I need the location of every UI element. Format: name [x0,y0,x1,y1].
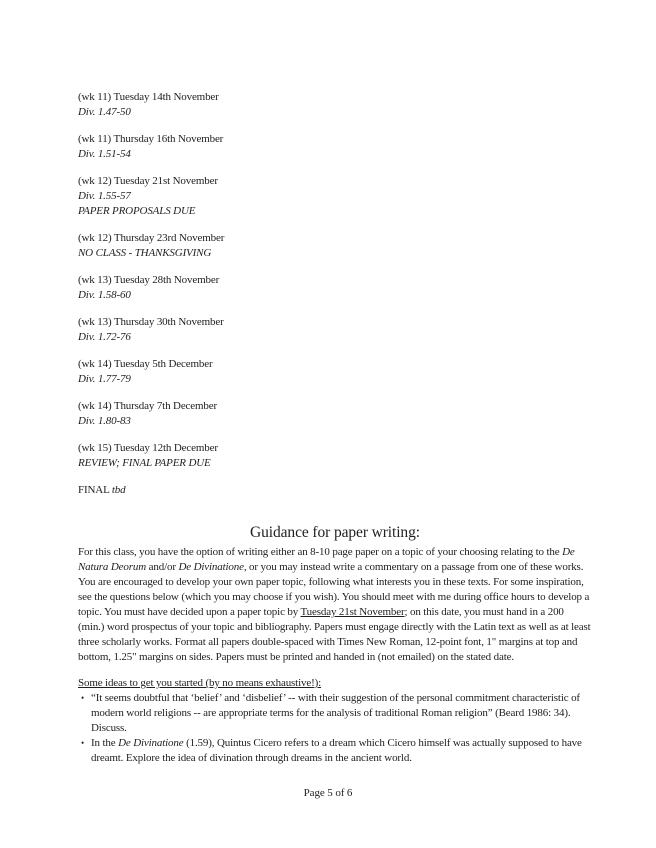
idea-text: “It seems doubtful that ‘belief’ and ‘disbelief’ -- with their suggestion of the personal commitment characteristic of modern world religions -- are appropriate terms for the analysis of traditional Roman religion” (Beard 1986: 34). Discuss. [91,692,580,734]
idea-item [81,691,592,736]
entry-detail: PAPER PROPOSALS DUE [78,205,196,217]
schedule-entry [78,273,592,303]
entry-date: (wk 11) Tuesday 14th November [78,91,219,103]
entry-date: (wk 12) Thursday 23rd November [78,232,225,244]
entry-detail: Div. 1.51-54 [78,148,131,160]
ideas-list [78,691,592,766]
schedule-entry [78,357,592,387]
para-segment: and/or [146,561,179,573]
entry-date: (wk 14) Thursday 7th December [78,400,218,412]
entry-detail: Div. 1.55-57 [78,190,131,202]
para-segment-title: De Natura Deorum [78,546,575,573]
entry-detail: Div. 1.72-76 [78,331,131,343]
final-label: FINAL [78,484,112,496]
guidance-paragraph [78,545,592,665]
entry-detail: NO CLASS - THANKSGIVING [78,247,212,259]
idea-text: In the [91,737,119,749]
final-line [78,483,592,498]
ideas-heading: Some ideas to get you started (by no means exhaustive!): [78,677,322,689]
entry-date: (wk 12) Tuesday 21st November [78,175,218,187]
entry-detail: Div. 1.58-60 [78,289,131,301]
schedule-entry [78,174,592,219]
para-segment: ; on this date, you must hand in a 200 (min.) word prospectus of your topic and bibliography. Papers must engage directly with the Latin text as well as at least three scholarly works. Format all papers double-spaced with Times New Roman, 12-point font, 1" margins at top and bottom, 1.25" margins on sides. Papers must be printed and handed in (not emailed) on the stated date. [78,606,591,663]
schedule-entry [78,90,592,120]
schedule-entry [78,441,592,471]
entry-date: (wk 11) Thursday 16th November [78,133,224,145]
final-value: tbd [111,484,126,496]
para-segment: , or you may instead write a commentary on a passage from one of these works. You are encouraged to develop your own paper topic, following what interests you in these texts. For some inspiration, see the questions below (which you may choose if you wish). You should meet with me during office hours to develop a topic. You must have decided upon a paper topic by [78,561,590,618]
schedule-entry [78,231,592,261]
schedule-entry [78,399,592,429]
para-segment: For this class, you have the option of writing either an 8-10 page paper on a topic of your choosing relating to the [78,546,563,558]
schedule-section [78,90,592,498]
schedule-entry [78,132,592,162]
idea-text: (1.59), Quintus Cicero refers to a dream which Cicero himself was actually supposed to have dreamt. Explore the idea of divination through dreams in the ancient world. [91,737,582,764]
idea-text-title: De Divinatione [118,737,184,749]
entry-date: (wk 13) Thursday 30th November [78,316,224,328]
entry-detail: Div. 1.77-79 [78,373,131,385]
entry-date: (wk 13) Tuesday 28th November [78,274,220,286]
guidance-heading: Guidance for paper writing: [250,524,420,541]
entry-detail: Div. 1.80-83 [78,415,131,427]
document-content [78,90,592,766]
entry-detail: Div. 1.47-50 [78,106,131,118]
guidance-section [78,523,592,766]
entry-date: (wk 15) Tuesday 12th December [78,442,218,454]
schedule-entry [78,315,592,345]
entry-date: (wk 14) Tuesday 5th December [78,358,213,370]
para-segment-title: De Divinatione [178,561,244,573]
para-segment-deadline: Tuesday 21st November [300,606,405,618]
bullet-icon: • [81,693,85,703]
idea-item [81,736,592,766]
entry-detail: REVIEW; FINAL PAPER DUE [78,457,211,469]
final-row [78,483,592,498]
bullet-icon: • [81,738,85,748]
page-footer: Page 5 of 6 [303,787,353,799]
